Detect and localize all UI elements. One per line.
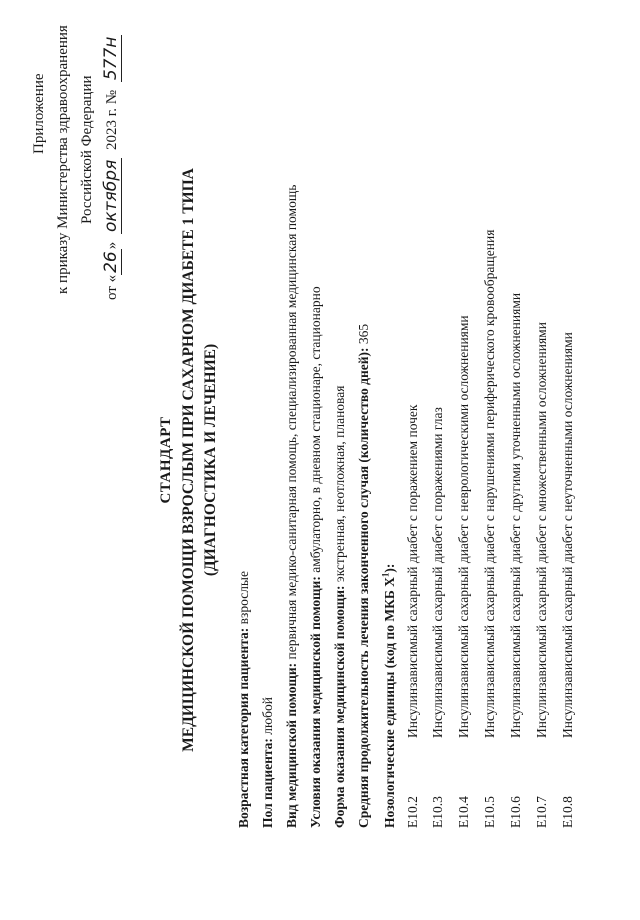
diagnosis-text: Инсулинзависимый сахарный диабет с другими уточненными осложнениями <box>508 292 523 738</box>
field-duration <box>356 324 372 828</box>
document-title: СТАНДАРТ <box>158 416 174 504</box>
date-day: 26 <box>101 251 121 273</box>
diagnosis-text: Инсулинзависимый сахарный диабет с неуточненными осложнениями <box>560 332 575 738</box>
diagnosis-text: Инсулинзависимый сахарный диабет с поражением почек <box>405 404 420 738</box>
field-care-type <box>284 185 300 828</box>
document-subtitle-2: (ДИАГНОСТИКА И ЛЕЧЕНИЕ) <box>202 343 219 577</box>
appendix-line-2: к приказу Министерства здравоохранения <box>55 25 71 294</box>
field-label: Форма оказания медицинской помощи: <box>332 585 347 828</box>
field-value: первичная медико-санитарная помощь, специализированная медицинская помощь <box>284 184 299 660</box>
field-value: 365 <box>356 323 371 345</box>
nosology-heading <box>380 564 398 828</box>
field-value: экстренная, неотложная, плановая <box>332 385 347 583</box>
field-value: амбулаторно, в дневном стационаре, стационарно <box>308 286 323 573</box>
diagnosis-code: E10.4 <box>456 796 471 828</box>
field-label: Средняя продолжительность лечения законченного случая (количество дней): <box>356 347 371 828</box>
field-form <box>332 386 348 828</box>
nosology-heading-tail: ): <box>381 563 397 573</box>
diagnosis-code: E10.6 <box>508 796 523 828</box>
field-value: взрослые <box>236 571 251 625</box>
diagnosis-code: E10.3 <box>430 796 445 828</box>
date-mid: » <box>104 241 120 250</box>
appendix-line-1: Приложение <box>31 73 47 154</box>
diagnosis-code: E10.2 <box>405 796 420 828</box>
document-subtitle: МЕДИЦИНСКОЙ ПОМОЩИ ВЗРОСЛЫМ ПРИ САХАРНОМ ДИАБЕТЕ 1 ТИПА <box>180 168 197 752</box>
date-year: 2023 г. № <box>104 89 120 150</box>
field-conditions <box>308 286 324 828</box>
field-label: Возрастная категория пациента: <box>236 627 251 828</box>
diagnosis-code: E10.7 <box>534 796 549 828</box>
diagnosis-code: E10.5 <box>482 796 497 828</box>
diagnosis-text: Инсулинзависимый сахарный диабет с неврологическими осложнениями <box>456 315 471 738</box>
order-number: 577н <box>101 36 121 81</box>
field-value: любой <box>260 697 275 735</box>
field-age <box>236 571 252 828</box>
field-label: Вид медицинской помощи: <box>284 662 299 828</box>
field-label: Пол пациента: <box>260 738 275 828</box>
diagnosis-text: Инсулинзависимый сахарный диабет с нарушениями периферического кровообращения <box>482 229 497 738</box>
appendix-date-line <box>100 35 123 300</box>
diagnosis-code: E10.8 <box>560 796 575 828</box>
date-prefix: от « <box>104 274 120 300</box>
diagnosis-text: Инсулинзависимый сахарный диабет с множественными осложнениями <box>534 322 549 738</box>
diagnosis-text: Инсулинзависимый сахарный диабет с поражениями глаз <box>430 407 445 738</box>
footnote-marker: 1 <box>380 572 390 578</box>
date-month: октября <box>101 159 121 232</box>
field-sex <box>260 697 276 828</box>
nosology-heading-text: Нозологические единицы (код по МКБ X <box>381 577 397 828</box>
field-label: Условия оказания медицинской помощи: <box>308 576 323 828</box>
appendix-line-3: Российской Федерации <box>79 75 95 224</box>
